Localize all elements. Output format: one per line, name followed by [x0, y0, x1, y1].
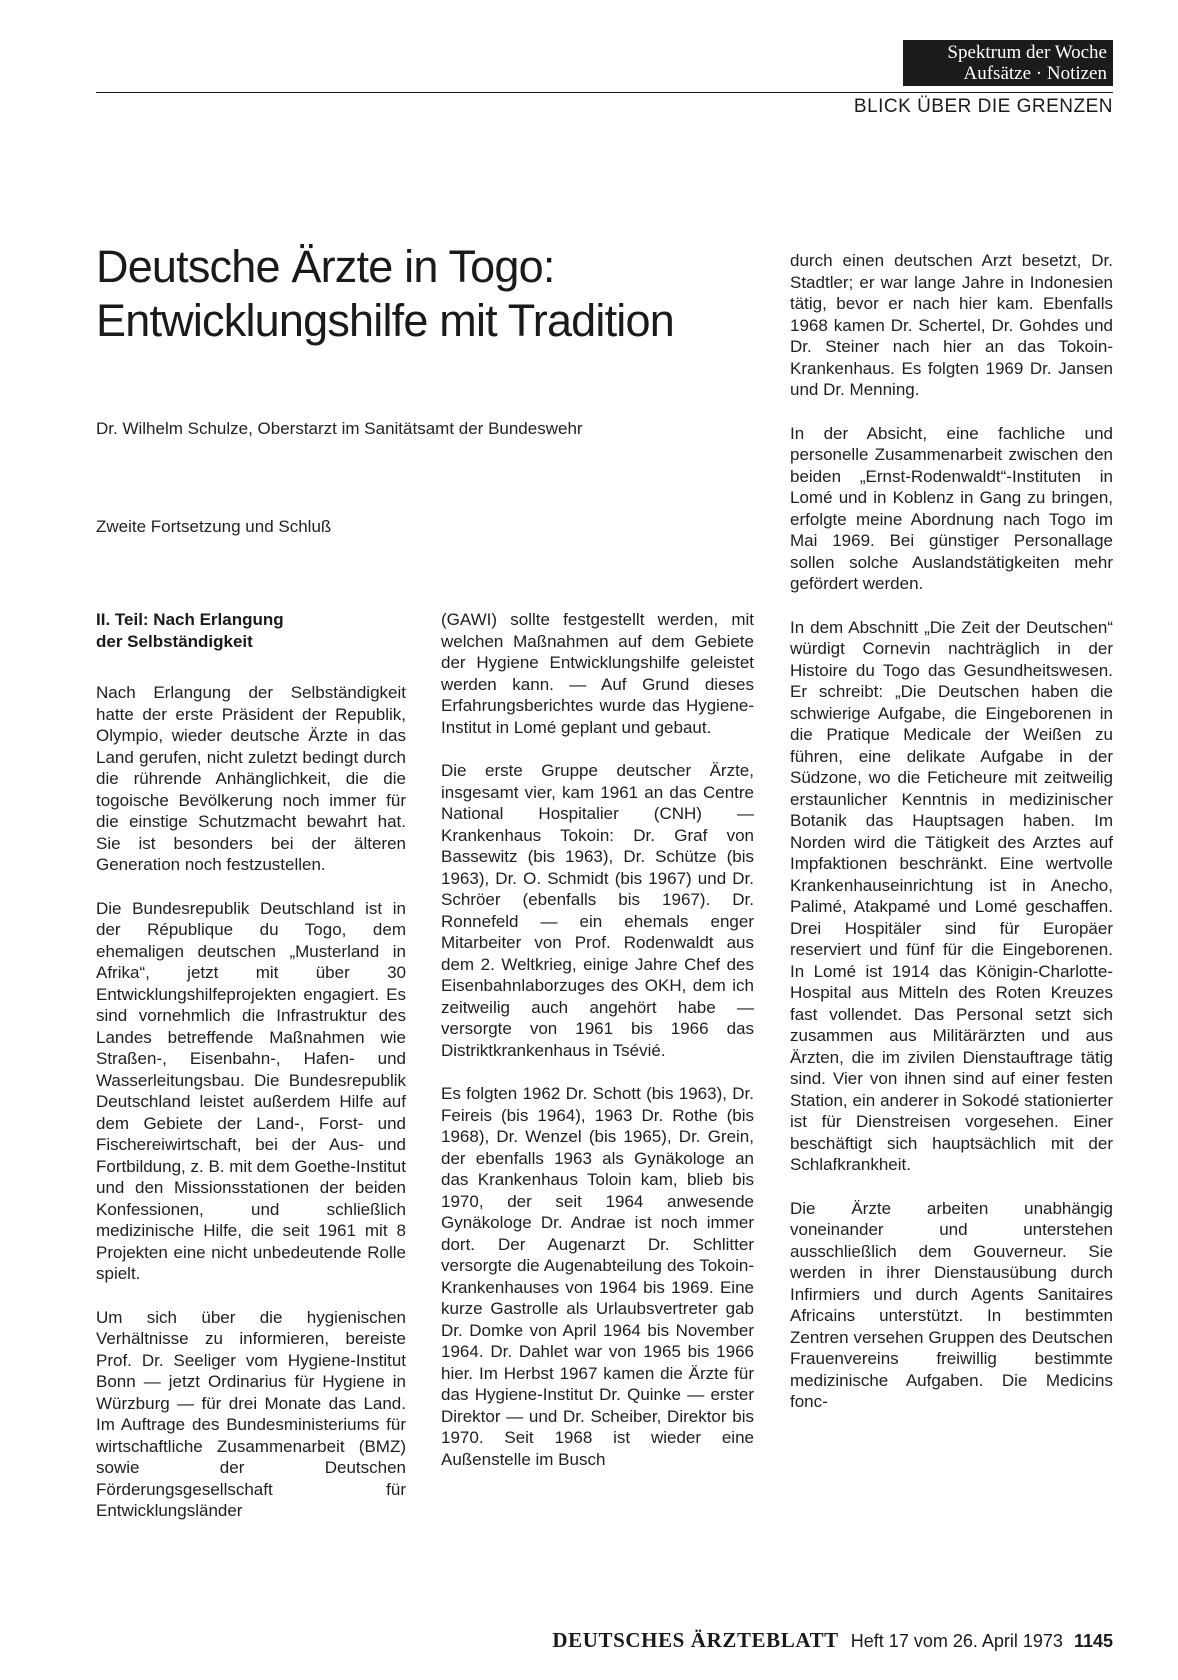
paragraph: Es folgten 1962 Dr. Schott (bis 1963), Dr. Feireis (bis 1964), 1963 Dr. Rothe (bis 1968), Dr. Wenzel (bis 1965), Dr. Grein, der ebenfalls 1963 als Gynäkologe an das Krankenhaus Toloin kam, blieb bis 1970, der seit 1964 anwesende Gynäkologe Dr. Andrae ist noch immer dort. Der Augenarzt Dr. Schlitter versorgte die Augenabteilung des Tokoin-Krankenhauses von 1964 bis 1969. Eine kurze Gastrolle als Urlaubsvertreter gab Dr. Domke von April 1964 bis November 1964. Dr. Dahlet war von 1965 bis 1966 hier. Im Herbst 1967 kamen die Ärzte für das Hygiene-Institut Dr. Quinke — erster Direktor — und Dr. Scheiber, Direktor bis 1970. Seit 1968 ist wieder eine Außenstelle im Busch: [441, 1084, 754, 1469]
author-line: Dr. Wilhelm Schulze, Oberstarzt im Sanitätsamt der Bundeswehr: [96, 419, 583, 438]
text-column-1: [96, 609, 406, 1544]
page-number: 1145: [1073, 1631, 1113, 1651]
masthead-box: [903, 40, 1113, 86]
article-title: [96, 240, 736, 348]
paragraph: (GAWI) sollte festgestellt werden, mit welchen Maßnahmen auf dem Gebiete der Hygiene Entwicklungshilfe geleistet werden kann. — Auf Grund dieses Erfahrungsberichtes wurde das Hygiene-Institut in Lomé geplant und gebaut.: [441, 610, 754, 737]
section-heading-line-1: II. Teil: Nach Erlangung: [96, 610, 284, 629]
section-heading-line-2: der Selbständigkeit: [96, 631, 253, 651]
masthead-line-2: Aufsätze · Notizen: [963, 63, 1107, 84]
journal-name: DEUTSCHES ÄRZTEBLATT: [552, 1628, 839, 1652]
issue-info: Heft 17 vom 26. April 1973: [850, 1631, 1063, 1651]
paragraph: Nach Erlangung der Selbständigkeit hatte der erste Präsident der Republik, Olympio, wieder deutsche Ärzte in das Land gerufen, nicht zuletzt bedingt durch die rührende Anhänglichkeit, die die togoische Bevölkerung noch immer für die einstige Schutzmacht bewahrt hat. Sie ist besonders bei der älteren Generation noch festzustellen.: [96, 683, 406, 874]
paragraph: Um sich über die hygienischen Verhältnisse zu informieren, bereiste Prof. Dr. Seeliger vom Hygiene-Institut Bonn — jetzt Ordinarius für Hygiene in Würzburg — für drei Monate das Land. Im Auftrage des Bundesministeriums für wirtschaftliche Zusammenarbeit (BMZ) sowie der Deutschen Förderungsgesellschaft für Entwicklungsländer: [96, 1307, 406, 1520]
section-label: BLICK ÜBER DIE GRENZEN: [853, 96, 1113, 117]
article-title-line-2: Entwicklungshilfe mit Tradition: [96, 295, 674, 346]
header-rule: [96, 92, 1113, 93]
paragraph: Die Ärzte arbeiten unabhängig voneinander und unterstehen ausschließlich dem Gouverneur. Sie werden in ihrer Dienstausübung durch Infirmiers und durch Agents Sanitaires Africains unterstützt. In bestimmten Zentren versehen Gruppen des Deutschen Frauenvereins freiwillig bestimmte medizinische Aufgaben. Die Medicins fonc-: [790, 1198, 1113, 1411]
page-footer: [96, 1628, 1113, 1653]
text-column-3: [790, 250, 1113, 1435]
article-title-line-1: Deutsche Ärzte in Togo:: [96, 241, 555, 292]
paragraph: In dem Abschnitt „Die Zeit der Deutschen“ würdigt Cornevin nachträglich in der Histoire du Togo das Gesundheitswesen. Er schreibt: „Die Deutschen haben die schwierige Aufgabe, die Eingeborenen in die Pratique Medicale der Weißen zu führen, eine delikate Aufgabe in der Südzone, wo die Feticheure mit zeitweilig erstaunlicher Kenntnis in medizinischer Botanik das Hauptsagen haben. Im Norden wird die Tätigkeit des Arztes auf Impfaktionen beschränkt. Eine wertvolle Krankenhauseinrichtung ist in Anecho, Palimé, Atakpamé und Lomé geschaffen. Drei Hospitäler sind für Europäer reserviert und fünf für die Eingeborenen. In Lomé ist 1914 das Königin-Charlotte-Hospital aus Mitteln des Roten Kreuzes fast vollendet. Das Personal setzt sich zusammen aus Militärärzten und aus Ärzten, die im zivilen Dienstauftrage tätig sind. Vier von ihnen sind auf einer festen Station, ein anderer in Sokodé stationierter ist für Dienstreisen vorgesehen. Einer beschäftigt sich hauptsächlich mit der Schlafkrankheit.: [790, 617, 1113, 1174]
paragraph: Die erste Gruppe deutscher Ärzte, insgesamt vier, kam 1961 an das Centre National Hospitalier (CNH) — Krankenhaus Tokoin: Dr. Graf von Bassewitz (bis 1963), Dr. Schütze (bis 1963), Dr. O. Schmidt (bis 1967) und Dr. Schröer (ebenfalls bis 1967). Dr. Ronnefeld — ein ehemals enger Mitarbeiter von Prof. Rodenwaldt aus dem 2. Weltkrieg, einige Jahre Chef des Eisenbahnlaborzuges des OKH, dem ich zeitweilig auch angehört habe — versorgte von 1961 bis 1966 das Distriktkrankenhaus in Tsévié.: [441, 761, 754, 1060]
paragraph: Die Bundesrepublik Deutschland ist in der République du Togo, dem ehemaligen deutschen „Musterland in Afrika“, jetzt mit über 30 Entwicklungshilfeprojekten engagiert. Es sind vornehmlich die Infrastruktur des Landes betreffende Maßnahmen wie Straßen-, Eisenbahn-, Hafen- und Wasserleitungsbau. Die Bundesrepublik Deutschland leistet außerdem Hilfe auf dem Gebiete der Land-, Forst- und Fischereiwirtschaft, bei der Aus- und Fortbildung, z. B. mit dem Goethe-Institut und den Missionsstationen der beiden Konfessionen, und schließlich medizinische Hilfe, die seit 1961 mit 8 Projekten eine nicht unbedeutende Rolle spielt.: [96, 898, 406, 1283]
text-column-2: [441, 609, 754, 1492]
section-heading: [96, 609, 406, 652]
paragraph: durch einen deutschen Arzt besetzt, Dr. Stadtler; er war lange Jahre in Indonesien tätig, bevor er nach hier kam. Ebenfalls 1968 kamen Dr. Schertel, Dr. Gohdes und Dr. Steiner nach hier an das Tokoin-Krankenhaus. Es folgten 1969 Dr. Jansen und Dr. Menning.: [790, 251, 1113, 399]
masthead-line-1: Spektrum der Woche: [947, 42, 1107, 63]
article-subtitle: Zweite Fortsetzung und Schluß: [96, 517, 332, 536]
paragraph: In der Absicht, eine fachliche und personelle Zusammenarbeit zwischen den beiden „Ernst-Rodenwaldt“-Instituten in Lomé und in Koblenz in Gang zu bringen, erfolgte meine Abordnung nach Togo im Mai 1969. Bei günstiger Personallage sollen solche Auslandstätigkeiten mehr gefördert werden.: [790, 423, 1113, 593]
